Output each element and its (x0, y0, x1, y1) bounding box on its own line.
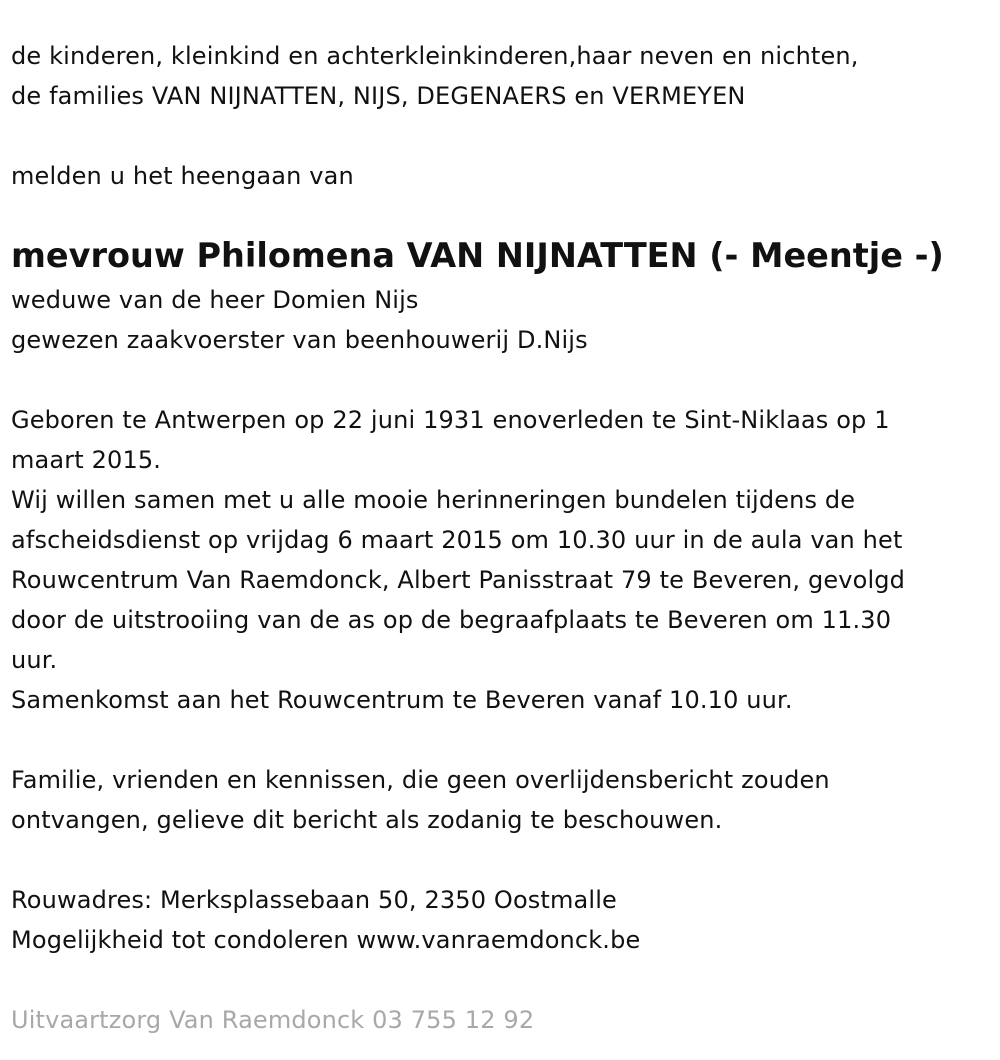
notice-line: ontvangen, gelieve dit bericht als zodanig te beschouwen. (11, 806, 723, 834)
deceased-name: mevrouw Philomena VAN NIJNATTEN (- Meentje -) (11, 236, 944, 275)
body-line: afscheidsdienst op vrijdag 6 maart 2015 om 10.30 uur in de aula van het (11, 526, 903, 554)
spacer (11, 720, 996, 760)
death-notice (11, 36, 996, 1040)
spacer (11, 196, 996, 232)
body-line: Geboren te Antwerpen op 22 juni 1931 enoverleden te Sint-Niklaas op 1 (11, 406, 890, 434)
body-line: door de uitstrooiing van de as op de begraafplaats te Beveren om 11.30 (11, 606, 892, 634)
spacer (11, 116, 996, 156)
detail-line: weduwe van de heer Domien Nijs (11, 286, 419, 314)
detail-line: gewezen zaakvoerster van beenhouwerij D.Nijs (11, 326, 588, 354)
body-line: Wij willen samen met u alle mooie herinneringen bundelen tijdens de (11, 486, 856, 514)
spacer (11, 360, 996, 400)
contact-line: Mogelijkheid tot condoleren www.vanraemdonck.be (11, 926, 641, 954)
body-line: Rouwcentrum Van Raemdonck, Albert Panisstraat 79 te Beveren, gevolgd (11, 566, 906, 594)
spacer (11, 960, 996, 1000)
body-line: maart 2015. (11, 446, 162, 474)
spacer (11, 840, 996, 880)
family-line: de kinderen, kleinkind en achterkleinkinderen,haar neven en nichten, (11, 42, 859, 70)
body-line: uur. (11, 646, 58, 674)
notice-line: Familie, vrienden en kennissen, die geen overlijdensbericht zouden (11, 766, 830, 794)
contact-line: Rouwadres: Merksplassebaan 50, 2350 Oostmalle (11, 886, 617, 914)
funeral-home-footer: Uitvaartzorg Van Raemdonck 03 755 12 92 (11, 1006, 535, 1034)
intro-text: melden u het heengaan van (11, 162, 354, 190)
body-line: Samenkomst aan het Rouwcentrum te Beveren vanaf 10.10 uur. (11, 686, 793, 714)
family-line: de families VAN NIJNATTEN, NIJS, DEGENAERS en VERMEYEN (11, 82, 746, 110)
